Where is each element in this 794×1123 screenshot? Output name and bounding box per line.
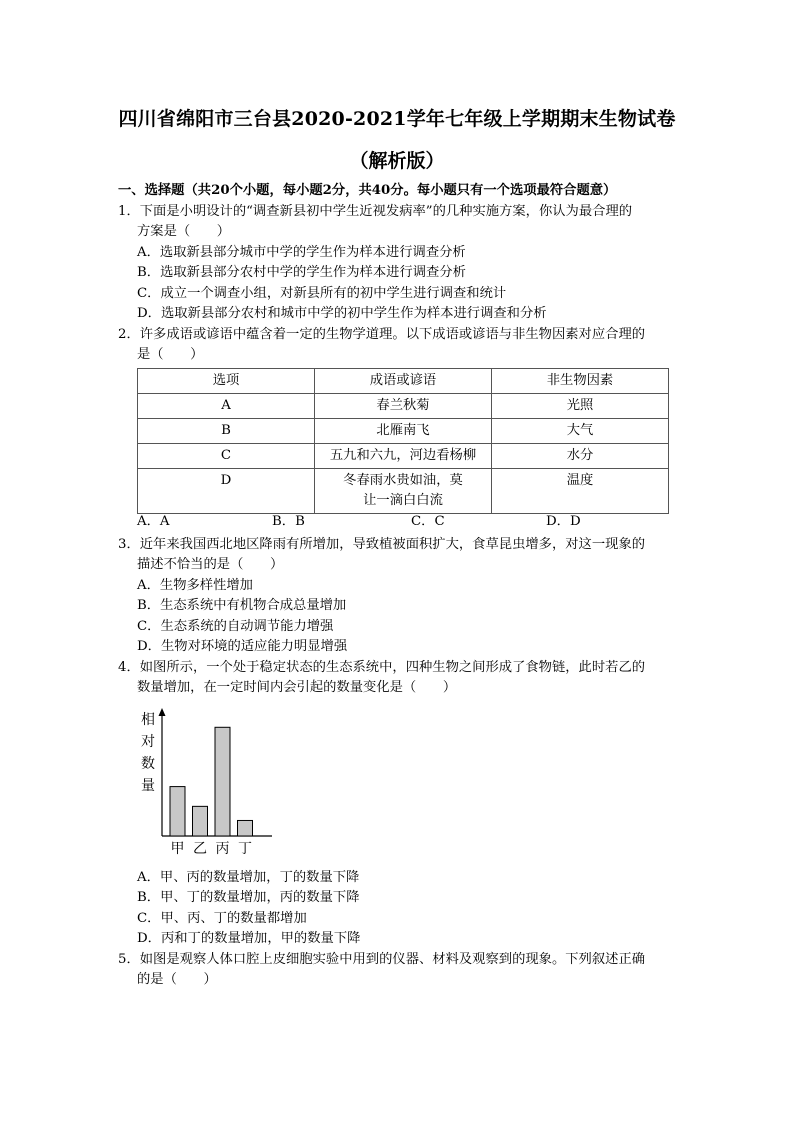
page-subtitle: （解析版） <box>349 150 445 172</box>
q4-option-a: A．甲、丙的数量增加，丁的数量下降 <box>137 870 360 885</box>
q1-option-a: A．选取新县部分城市中学的学生作为样本进行调查分析 <box>137 245 466 260</box>
q3-stem-line1: 3．近年来我国西北地区降雨有所增加，导致植被面积扩大，食草昆虫增多，对这一现象的 <box>118 537 646 552</box>
table-cell: 五九和六九，河边看杨柳 <box>315 444 492 469</box>
q1-stem-line1: 1．下面是小明设计的“调查新县初中学生近视发病率”的几种实施方案，你认为最合理的 <box>118 204 633 219</box>
x-tick-label: 甲 <box>170 841 185 857</box>
q2-stem-line2: 是（ ） <box>137 347 204 362</box>
y-axis-label-char: 相 <box>141 712 155 728</box>
section-header: 一、选择题（共20个小题，每小题2分，共40分。每小题只有一个选项最符合题意） <box>118 183 617 198</box>
table-header-row <box>138 369 669 394</box>
q4-option-c: C．甲、丙、丁的数量都增加 <box>137 911 307 926</box>
table-row <box>138 444 669 469</box>
q2-option-a: A．A <box>137 514 170 529</box>
q4-option-d: D．丙和丁的数量增加，甲的数量下降 <box>137 931 361 946</box>
table-cell: A <box>138 394 315 419</box>
q1-option-d: D．选取新县部分农村和城市中学的初中学生作为样本进行调查和分析 <box>137 306 547 321</box>
bar-乙 <box>193 806 208 836</box>
y-axis-label-char: 对 <box>141 734 155 750</box>
q3-option-b: B．生态系统中有机物合成总量增加 <box>137 598 347 613</box>
q3-option-d: D．生物对环境的适应能力明显增强 <box>137 639 348 654</box>
table-cell: 温度 <box>492 469 669 514</box>
table-cell: 冬春雨水贵如油，莫让一滴白白流 <box>315 469 492 514</box>
table-row <box>138 419 669 444</box>
q2-option-d: D．D <box>546 514 581 529</box>
q2-stem-line1: 2．许多成语或谚语中蕴含着一定的生物学道理。以下成语或谚语与非生物因素对应合理的 <box>118 327 646 342</box>
table-cell: D <box>138 469 315 514</box>
table-row <box>138 469 669 514</box>
chart-ylabel <box>141 711 155 794</box>
page-title: 四川省绵阳市三台县2020-2021学年七年级上学期期末生物试卷 <box>118 108 676 130</box>
table-header-cell: 非生物因素 <box>492 369 669 394</box>
y-axis-label-char: 量 <box>141 778 155 794</box>
q1-option-b: B．选取新县部分农村中学的学生作为样本进行调查分析 <box>137 265 466 280</box>
table-cell: 光照 <box>492 394 669 419</box>
q4-stem-line1: 4．如图所示，一个处于稳定状态的生态系统中，四种生物之间形成了食物链，此时若乙的 <box>118 660 646 675</box>
q4-option-b: B．甲、丁的数量增加，丙的数量下降 <box>137 890 360 905</box>
q5-stem-line1: 5．如图是观察人体口腔上皮细胞实验中用到的仪器、材料及观察到的现象。下列叙述正确 <box>118 952 646 967</box>
table-row <box>138 394 669 419</box>
table-cell: B <box>138 419 315 444</box>
table-cell: 水分 <box>492 444 669 469</box>
x-tick-label: 乙 <box>193 841 207 857</box>
table-cell: 北雁南飞 <box>315 419 492 444</box>
q2-option-b: B．B <box>272 514 305 529</box>
bar-丁 <box>238 820 253 836</box>
q2-table <box>137 368 669 514</box>
q5-stem-line2: 的是（ ） <box>137 972 217 987</box>
q3-stem-line2: 描述不恰当的是（ ） <box>137 557 284 572</box>
bar-丙 <box>215 727 230 836</box>
table-cell: 春兰秋菊 <box>315 394 492 419</box>
q4-bar-chart <box>136 708 276 860</box>
q1-stem-line2: 方案是（ ） <box>137 224 231 239</box>
table-cell: C <box>138 444 315 469</box>
table-header-cell: 成语或谚语 <box>315 369 492 394</box>
y-axis-arrow <box>159 708 166 716</box>
table-cell: 大气 <box>492 419 669 444</box>
table-header-cell: 选项 <box>138 369 315 394</box>
q2-option-c: C．C <box>411 514 445 529</box>
bar-甲 <box>170 787 185 836</box>
x-tick-label: 丁 <box>238 841 252 857</box>
x-tick-label: 丙 <box>215 841 230 857</box>
q4-stem-line2: 数量增加，在一定时间内会引起的数量变化是（ ） <box>137 680 457 695</box>
q3-option-c: C．生态系统的自动调节能力增强 <box>137 619 334 634</box>
q1-option-c: C．成立一个调查小组，对新县所有的初中学生进行调查和统计 <box>137 286 507 301</box>
q3-option-a: A．生物多样性增加 <box>137 578 253 593</box>
y-axis-label-char: 数 <box>141 756 155 772</box>
